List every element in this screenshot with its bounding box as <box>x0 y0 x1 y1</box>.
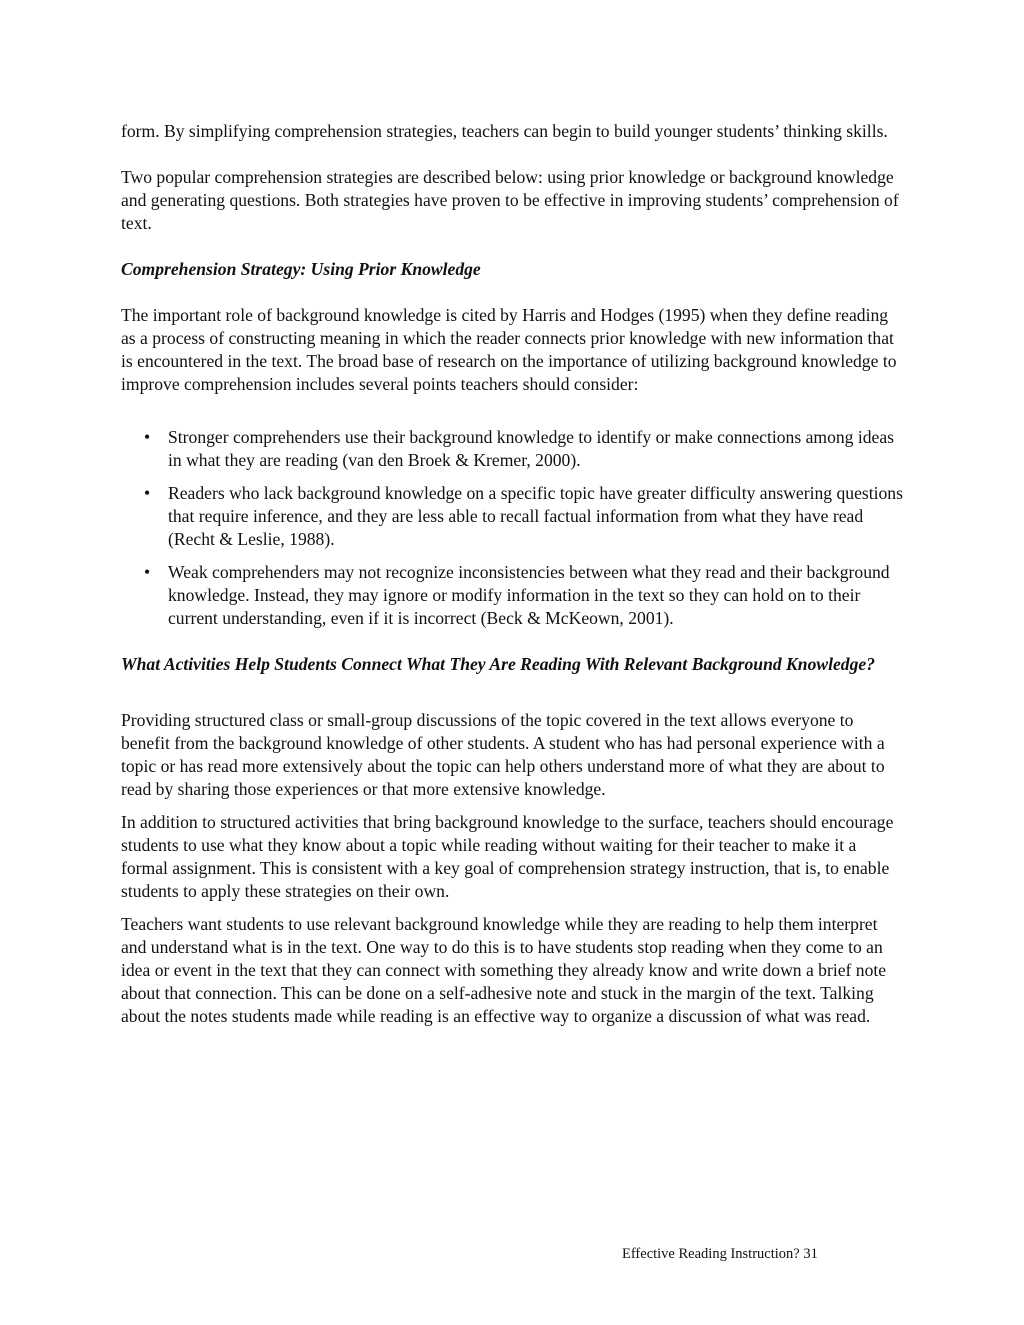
bullet-icon: • <box>144 562 151 582</box>
section-heading-prior-knowledge: Comprehension Strategy: Using Prior Knowledge <box>121 259 481 279</box>
bullet-icon: • <box>144 483 151 503</box>
list-item-text: Weak comprehenders may not recognize inconsistencies between what they read and their background knowledge. Instead, they may ignore or modify information in the text so they can hold on to their current understanding, even if it is incorrect (Beck & McKeown, 2001). <box>168 562 890 628</box>
document-body <box>121 120 906 1028</box>
list-item <box>121 426 906 472</box>
paragraph-structured-discussions: Providing structured class or small-group discussions of the topic covered in the text allows everyone to benefit from the background knowledge of other students. A student who has had personal experience with a topic or has read more extensively about the topic can help others understand more of what they are about to read by sharing those experiences or that more extensive knowledge. <box>121 710 885 799</box>
paragraph-strategies-overview: Two popular comprehension strategies are described below: using prior knowledge or background knowledge and generating questions. Both strategies have proven to be effective in improving students’ comprehension of text. <box>121 167 899 233</box>
list-item <box>121 561 906 630</box>
research-points-list <box>121 426 906 630</box>
paragraph-relevant-knowledge: Teachers want students to use relevant background knowledge while they are reading to help them interpret and understand what is in the text. One way to do this is to have students stop reading when they come to an idea or event in the text that they can connect with something they already know and write down a brief note about that connection. This can be done on a self-adhesive note and stuck in the margin of the text. Talking about the notes students made while reading is an effective way to organize a discussion of what was read. <box>121 914 887 1026</box>
list-item-text: Readers who lack background knowledge on a specific topic have greater difficulty answering questions that require inference, and they are less able to recall factual information from what they have read (Recht & Leslie, 1988). <box>168 483 903 549</box>
bullet-icon: • <box>144 427 151 447</box>
page-footer: Effective Reading Instruction? 31 <box>622 1246 818 1262</box>
list-item <box>121 482 906 551</box>
list-item-text: Stronger comprehenders use their background knowledge to identify or make connections among ideas in what they are reading (van den Broek & Kremer, 2000). <box>168 427 895 470</box>
paragraph-encourage-students: In addition to structured activities that bring background knowledge to the surface, teachers should encourage students to use what they know about a topic while reading without waiting for their teacher to make it a formal assignment. This is consistent with a key goal of comprehension strategy instruction, that is, to enable students to apply these strategies on their own. <box>121 812 894 901</box>
paragraph-background-knowledge: The important role of background knowledge is cited by Harris and Hodges (1995) when they define reading as a process of constructing meaning in which the reader connects prior knowledge with new information that is encountered in the text. The broad base of research on the importance of utilizing background knowledge to improve comprehension includes several points teachers should consider: <box>121 305 897 394</box>
paragraph-intro-continuation: form. By simplifying comprehension strategies, teachers can begin to build younger students’ thinking skills. <box>121 121 888 141</box>
section-heading-activities: What Activities Help Students Connect What They Are Reading With Relevant Background Knowledge? <box>121 654 875 674</box>
